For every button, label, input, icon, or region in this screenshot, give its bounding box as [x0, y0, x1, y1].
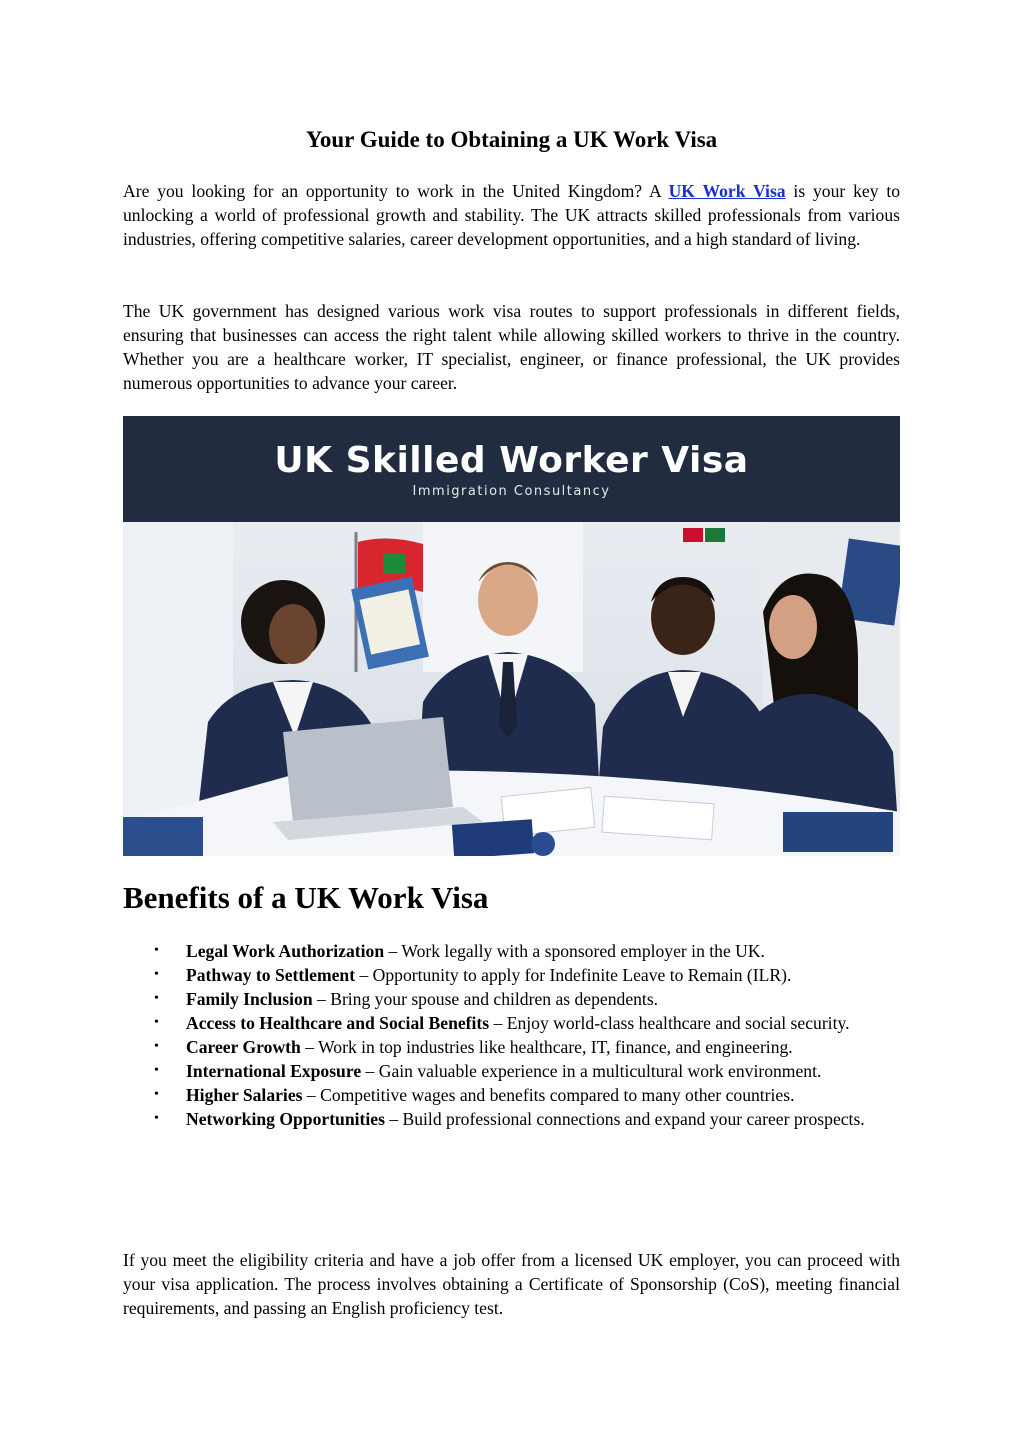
benefit-text: – Work legally with a sponsored employer in the UK.	[384, 941, 765, 961]
banner-title: UK Skilled Worker Visa	[274, 440, 749, 481]
benefit-text: – Work in top industries like healthcare, IT, finance, and engineering.	[300, 1037, 793, 1057]
folder-icon	[783, 812, 893, 852]
benefit-label: Career Growth	[186, 1037, 301, 1057]
uk-flag-icon	[683, 528, 703, 542]
benefit-label: International Exposure	[186, 1061, 362, 1081]
benefit-text: – Build professional connections and expand your career prospects.	[384, 1109, 865, 1129]
benefit-text: – Gain valuable experience in a multicultural work environment.	[361, 1061, 822, 1081]
benefits-list	[123, 939, 900, 1131]
list-item	[123, 963, 900, 987]
page-title: Your Guide to Obtaining a UK Work Visa	[305, 127, 718, 152]
laptop-icon	[283, 717, 453, 822]
list-item	[123, 1035, 900, 1059]
document-paper	[602, 796, 714, 840]
benefit-text: – Opportunity to apply for Indefinite Leave to Remain (ILR).	[355, 965, 792, 985]
intro-text-after-link: is your key to unlocking a world of professional growth and stability. The UK attracts skilled professionals from various industries, offering competitive salaries, career development opportunities, and a high standard of living.	[123, 181, 901, 249]
banner-image	[123, 416, 900, 856]
intro-text-before-link: Are you looking for an opportunity to work in the United Kingdom? A	[123, 181, 669, 201]
benefit-label: Networking Opportunities	[186, 1109, 385, 1129]
benefit-label: Legal Work Authorization	[186, 941, 385, 961]
person-4-face	[769, 595, 817, 659]
benefits-heading: Benefits of a UK Work Visa	[123, 880, 489, 915]
uk-work-visa-link[interactable]: UK Work Visa	[668, 181, 786, 201]
meeting-illustration	[123, 522, 900, 856]
passport-emblem	[531, 832, 555, 856]
banner-header	[123, 416, 900, 522]
folder-icon	[123, 817, 203, 856]
bullet-icon: •	[154, 1111, 159, 1126]
intro-paragraph-2: The UK government has designed various work visa routes to support professionals in different fields, ensuring that businesses can access the right talent while allowing skilled workers to thrive in the country. Whether you are a healthcare worker, IT specialist, engineer, or finance professional, the UK provides numerous opportunities to advance your career.	[123, 301, 900, 393]
bullet-icon: •	[154, 1063, 159, 1078]
benefit-text: – Bring your spouse and children as dependents.	[312, 989, 659, 1009]
benefit-label: Access to Healthcare and Social Benefits	[186, 1013, 490, 1033]
list-item	[123, 1011, 900, 1035]
bullet-icon: •	[154, 1015, 159, 1030]
bullet-icon: •	[154, 1039, 159, 1054]
banner-photo	[123, 522, 900, 856]
outro-paragraph: If you meet the eligibility criteria and have a job offer from a licensed UK employer, you can proceed with your visa application. The process involves obtaining a Certificate of Sponsorship (CoS), meeting financial requirements, and passing an English proficiency test.	[123, 1250, 900, 1318]
bullet-icon: •	[154, 943, 159, 958]
benefit-text: – Competitive wages and benefits compared to many other countries.	[302, 1085, 795, 1105]
benefit-label: Higher Salaries	[186, 1085, 303, 1105]
flag-emblem	[383, 554, 405, 574]
bullet-icon: •	[154, 1087, 159, 1102]
intro-paragraph-1	[123, 179, 900, 251]
passport-icon	[452, 819, 534, 856]
bullet-icon: •	[154, 991, 159, 1006]
banner-subtitle: Immigration Consultancy	[412, 484, 611, 499]
list-item	[123, 987, 900, 1011]
flag-icon-small	[705, 528, 725, 542]
list-item	[123, 1107, 900, 1131]
list-item	[123, 1059, 900, 1083]
list-item	[123, 939, 900, 963]
person-1-face	[269, 604, 317, 664]
benefit-label: Family Inclusion	[186, 989, 313, 1009]
list-item	[123, 1083, 900, 1107]
benefit-label: Pathway to Settlement	[186, 965, 356, 985]
benefit-text: – Enjoy world-class healthcare and social security.	[489, 1013, 850, 1033]
bullet-icon: •	[154, 967, 159, 982]
person-2-face	[478, 564, 538, 636]
